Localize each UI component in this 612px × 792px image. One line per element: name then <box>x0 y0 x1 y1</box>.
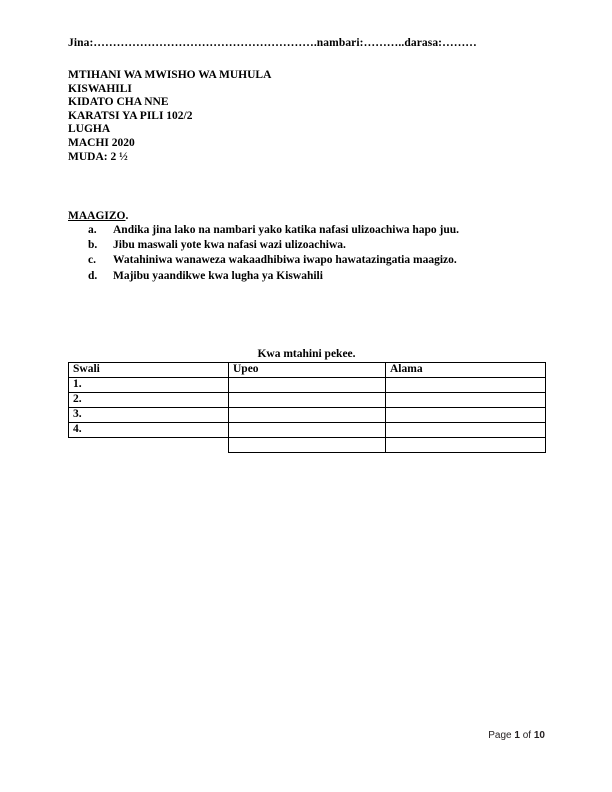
student-name-line: Jina:………………………………………………….nambari:………..darasa:……… <box>68 37 477 49</box>
instruction-text: Jibu maswali yote kwa nafasi wazi ulizoachiwa. <box>113 239 346 252</box>
footer-page-number: 1 <box>514 730 520 741</box>
instructions-heading-period: . <box>125 210 129 222</box>
table-cell-upeo <box>229 408 386 423</box>
table-cell-upeo <box>229 378 386 393</box>
table-cell-alama <box>386 408 546 423</box>
instruction-text: Watahiniwa wanaweza wakaadhibiwa iwapo hawatazingatia maagizo. <box>113 254 457 267</box>
marks-table <box>68 362 546 453</box>
instruction-item <box>68 269 538 284</box>
exam-heading-line-7: MUDA: 2 ½ <box>68 150 128 163</box>
table-cell-alama <box>386 393 546 408</box>
instruction-marker: c. <box>88 254 96 267</box>
exam-heading-line-4: KARATSI YA PILI 102/2 <box>68 109 193 122</box>
instructions-list <box>68 223 538 284</box>
table-header-cell-alama: Alama <box>386 363 546 378</box>
instruction-item <box>68 223 538 238</box>
instructions-heading <box>68 210 128 222</box>
table-total-row <box>69 438 546 453</box>
table-cell-alama-total <box>386 438 546 453</box>
page-footer <box>0 730 545 741</box>
footer-middle: of <box>519 730 534 741</box>
instruction-text: Majibu yaandikwe kwa lugha ya Kiswahili <box>113 269 323 282</box>
table-cell-question: 4. <box>69 423 229 438</box>
table-header-cell-upeo: Upeo <box>229 363 386 378</box>
table-cell-upeo <box>229 423 386 438</box>
marks-table-caption: Kwa mtahini pekee. <box>257 348 356 360</box>
exam-heading-block <box>68 69 271 164</box>
table-cell-question: 3. <box>69 408 229 423</box>
footer-prefix: Page <box>488 730 515 741</box>
table-cell-upeo-total <box>229 438 386 453</box>
table-row <box>69 378 546 393</box>
instructions-heading-text: MAAGIZO <box>68 210 126 222</box>
footer-total-pages: 10 <box>533 730 545 741</box>
table-cell-question: 1. <box>69 378 229 393</box>
exam-heading-line-3: KIDATO CHA NNE <box>68 96 169 109</box>
table-header-cell-swali: Swali <box>69 363 229 378</box>
table-cell-alama <box>386 423 546 438</box>
table-header-row <box>69 363 546 378</box>
table-cell-alama <box>386 378 546 393</box>
exam-heading-line-1: MTIHANI WA MWISHO WA MUHULA <box>68 69 272 81</box>
instruction-item <box>68 238 538 253</box>
exam-heading-line-2: KISWAHILI <box>68 82 132 95</box>
table-cell-question: 2. <box>69 393 229 408</box>
exam-heading-line-5: LUGHA <box>68 123 111 136</box>
instruction-marker: b. <box>88 239 98 252</box>
instruction-marker: d. <box>88 269 98 282</box>
table-row <box>69 393 546 408</box>
table-cell-upeo <box>229 393 386 408</box>
instruction-marker: a. <box>88 224 97 236</box>
table-row <box>69 408 546 423</box>
table-row <box>69 423 546 438</box>
table-cell-empty <box>69 438 229 453</box>
instruction-item <box>68 253 538 268</box>
exam-heading-line-6: MACHI 2020 <box>68 136 135 149</box>
instruction-text: Andika jina lako na nambari yako katika nafasi ulizoachiwa hapo juu. <box>113 224 460 236</box>
